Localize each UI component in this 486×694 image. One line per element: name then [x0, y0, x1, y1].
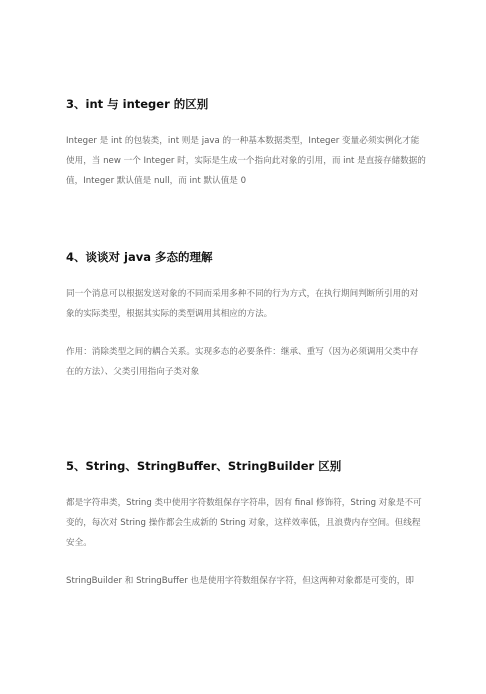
- section-paragraph: 同一个消息可以根据发送对象的不同而采用多种不同的行为方式，在执行期间判断所引用的对象的实际类型，根据其实际的类型调用其相应的方法。: [66, 289, 419, 319]
- section-paragraph: Integer 是 int 的包装类，int 则是 java 的一种基本数据类型，Integer 变量必须实例化才能使用，当 new 一个 Integer 时，实际是生成一个指向此对象的引用，而 int 是直接存储数据的值，Integer 默认值是 null，而 int 默认值是 0: [66, 136, 426, 186]
- section-heading: 5、String、StringBuffer、StringBuilder 区别: [66, 459, 342, 473]
- section-string-classes: [66, 458, 426, 591]
- section-paragraph: 都是字符串类，String 类中使用字符数组保存字符串，因有 final 修饰符，String 对象是不可变的，每次对 String 操作都会生成新的 String 对象，这样效率低，且浪费内存空间。但线程安全。: [66, 498, 422, 548]
- section-heading: 3、int 与 integer 的区别: [66, 97, 209, 111]
- section-paragraph: StringBuilder 和 StringBuffer 也是使用字符数组保存字符，但这两种对象都是可变的，即: [66, 576, 414, 586]
- section-heading: 4、谈谈对 java 多态的理解: [66, 250, 213, 264]
- section-paragraph: 作用：消除类型之间的耦合关系。实现多态的必要条件：继承、重写（因为必须调用父类中存在的方法）、父类引用指向子类对象: [66, 347, 419, 377]
- section-int-vs-integer: [66, 96, 426, 191]
- section-polymorphism: [66, 249, 426, 382]
